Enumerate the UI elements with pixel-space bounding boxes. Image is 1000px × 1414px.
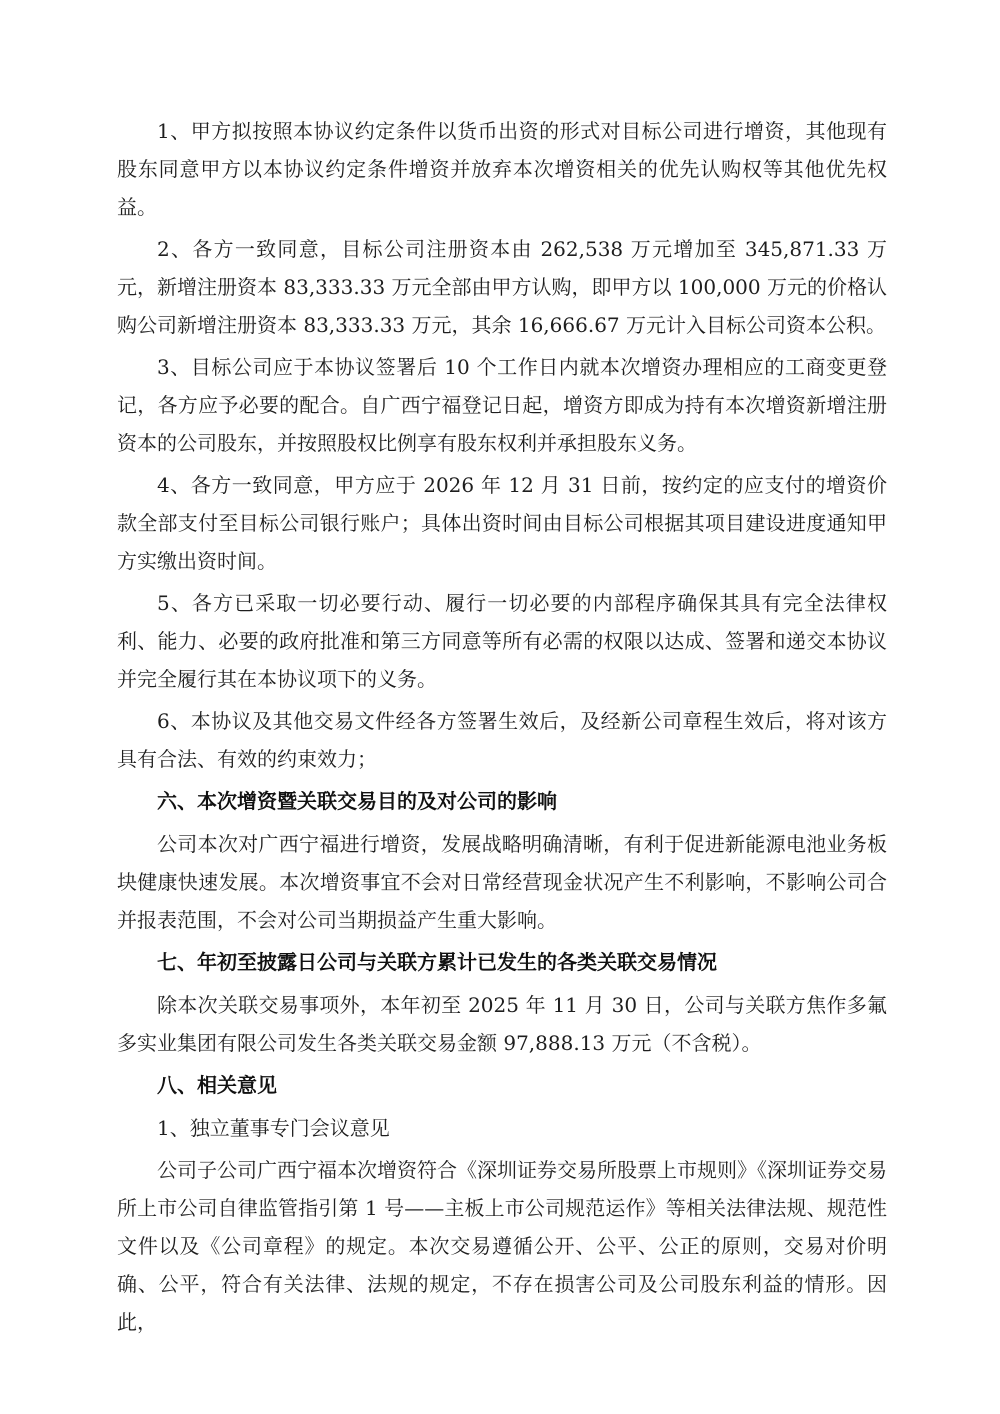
body-paragraph: 4、各方一致同意，甲方应于 2026 年 12 月 31 日前，按约定的应支付的增资价款全部支付至目标公司银行账户；具体出资时间由目标公司根据其项目建设进度通知甲方实缴出资时间。	[117, 473, 887, 573]
section-heading: 八、相关意见	[157, 1073, 277, 1097]
body-paragraph: 5、各方已采取一切必要行动、履行一切必要的内部程序确保其具有完全法律权利、能力、必要的政府批准和第三方同意等所有必需的权限以达成、签署和递交本协议并完全履行其在本协议项下的义务。	[117, 591, 887, 691]
body-paragraph: 1、甲方拟按照本协议约定条件以货币出资的形式对目标公司进行增资，其他现有股东同意甲方以本协议约定条件增资并放弃本次增资相关的优先认购权等其他优先权益。	[117, 119, 887, 219]
document-content	[117, 112, 887, 1345]
body-paragraph: 1、独立董事专门会议意见	[157, 1116, 390, 1140]
body-paragraph: 公司子公司广西宁福本次增资符合《深圳证券交易所股票上市规则》《深圳证券交易所上市公司自律监管指引第 1 号——主板上市公司规范运作》等相关法律法规、规范性文件以及《公司章程》的规定。本次交易遵循公开、公平、公正的原则，交易对价明确、公平，符合有关法律、法规的规定，不存在损害公司及公司股东利益的情形。因此，	[117, 1158, 887, 1334]
body-paragraph: 除本次关联交易事项外，本年初至 2025 年 11 月 30 日，公司与关联方焦作多氟多实业集团有限公司发生各类关联交易金额 97,888.13 万元（不含税）。	[117, 993, 887, 1055]
body-paragraph: 6、本协议及其他交易文件经各方签署生效后，及经新公司章程生效后，将对该方具有合法、有效的约束效力；	[117, 709, 887, 771]
body-paragraph: 2、各方一致同意，目标公司注册资本由 262,538 万元增加至 345,871.33 万元，新增注册资本 83,333.33 万元全部由甲方认购，即甲方以 100,000 万元的价格认购公司新增注册资本 83,333.33 万元，其余 16,666.67 万元计入目标公司资本公积。	[117, 237, 887, 337]
section-heading: 七、年初至披露日公司与关联方累计已发生的各类关联交易情况	[157, 950, 717, 974]
body-paragraph: 公司本次对广西宁福进行增资，发展战略明确清晰，有利于促进新能源电池业务板块健康快速发展。本次增资事宜不会对日常经营现金状况产生不利影响，不影响公司合并报表范围，不会对公司当期损益产生重大影响。	[117, 832, 887, 932]
body-paragraph: 3、目标公司应于本协议签署后 10 个工作日内就本次增资办理相应的工商变更登记，各方应予必要的配合。自广西宁福登记日起，增资方即成为持有本次增资新增注册资本的公司股东，并按照股权比例享有股东权利并承担股东义务。	[117, 355, 887, 455]
section-heading: 六、本次增资暨关联交易目的及对公司的影响	[157, 789, 557, 813]
